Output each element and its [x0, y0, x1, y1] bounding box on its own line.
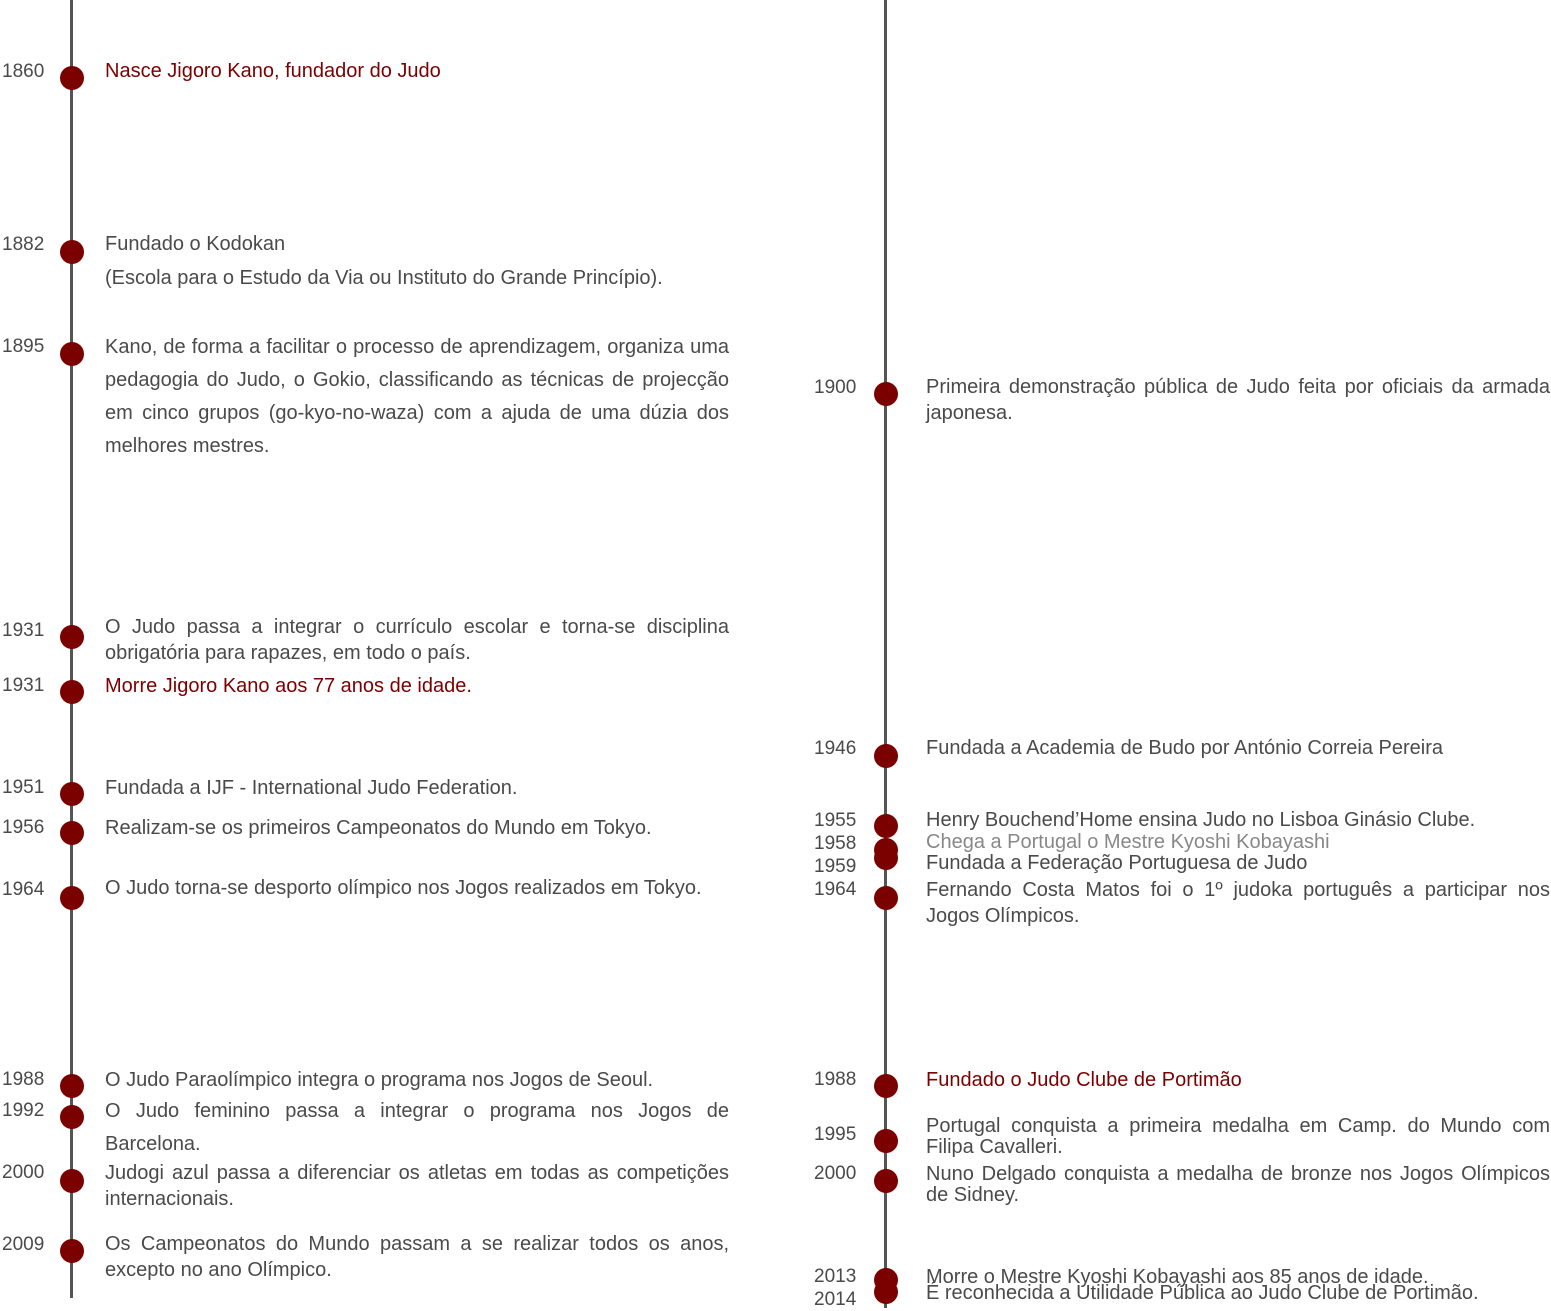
- event-marker-dot: [60, 886, 84, 910]
- event-marker-dot: [60, 342, 84, 366]
- event-year: 1964: [814, 879, 857, 900]
- event-marker-dot: [60, 1239, 84, 1263]
- event-marker-dot: [60, 821, 84, 845]
- timeline-axis-portugal: [884, 0, 887, 1308]
- event-text: Nasce Jigoro Kano, fundador do Judo: [105, 60, 441, 82]
- event-year: 1988: [2, 1069, 45, 1090]
- event-text: [105, 227, 729, 295]
- event-text: O Judo Paraolímpico integra o programa nos Jogos de Seoul.: [105, 1069, 654, 1091]
- event-year: 1900: [814, 377, 857, 398]
- event-year: 1958: [814, 833, 857, 854]
- event-year: 1882: [2, 234, 45, 255]
- event-text: Fundado o Judo Clube de Portimão: [926, 1069, 1242, 1091]
- event-year: 1964: [2, 879, 45, 900]
- event-marker-dot: [60, 1105, 84, 1129]
- event-marker-dot: [874, 1169, 898, 1193]
- event-text: Fernando Costa Matos foi o 1º judoka português a participar nos Jogos Olímpicos.: [926, 879, 1550, 927]
- event-text: Fundada a Academia de Budo por António Correia Pereira: [926, 737, 1444, 759]
- event-text: Morre o Mestre Kyoshi Kobayashi aos 85 anos de idade.: [926, 1266, 1429, 1288]
- event-marker-dot: [60, 680, 84, 704]
- event-text: O Judo feminino passa a integrar o programa nos Jogos de Barcelona.: [105, 1100, 729, 1155]
- event-marker-dot: [874, 1074, 898, 1098]
- event-marker-dot: [60, 1169, 84, 1193]
- event-year: 1956: [2, 817, 45, 838]
- event-marker-dot: [60, 240, 84, 264]
- event-text: Fundada a Federação Portuguesa de Judo: [926, 852, 1308, 874]
- event-marker-dot: [874, 1129, 898, 1153]
- event-text: Judogi azul passa a diferenciar os atletas em todas as competições internacionais.: [105, 1162, 729, 1210]
- event-text: Os Campeonatos do Mundo passam a se realizar todos os anos, excepto no ano Olímpico.: [105, 1233, 729, 1281]
- event-year: 2000: [2, 1162, 45, 1183]
- event-text: Fundada a IJF - International Judo Federation.: [105, 777, 518, 799]
- event-year: 2013: [814, 1266, 857, 1287]
- event-text: Primeira demonstração pública de Judo feita por oficiais da armada japonesa.: [926, 376, 1550, 424]
- event-text: Nuno Delgado conquista a medalha de bronze nos Jogos Olímpicos de Sidney.: [926, 1163, 1550, 1206]
- event-year: 1860: [2, 61, 45, 82]
- event-year: 2000: [814, 1163, 857, 1184]
- event-text: O Judo passa a integrar o currículo escolar e torna-se disciplina obrigatória para rapazes, em todo o país.: [105, 616, 729, 664]
- event-text-line: Fundado o Kodokan: [105, 233, 286, 255]
- event-year: 2009: [2, 1234, 45, 1255]
- event-year: 1931: [2, 620, 45, 641]
- event-text: Henry Bouchend’Home ensina Judo no Lisboa Ginásio Clube.: [926, 809, 1476, 831]
- event-text-line: (Escola para o Estudo da Via ou Instituto do Grande Princípio).: [105, 267, 663, 289]
- event-text: O Judo torna-se desporto olímpico nos Jogos realizados em Tokyo.: [105, 877, 702, 899]
- event-marker-dot: [874, 814, 898, 838]
- event-year: 2014: [814, 1289, 857, 1310]
- event-year: 1988: [814, 1069, 857, 1090]
- event-marker-dot: [60, 66, 84, 90]
- event-marker-dot: [60, 625, 84, 649]
- event-marker-dot: [874, 382, 898, 406]
- event-year: 1951: [2, 777, 45, 798]
- event-year: 1955: [814, 810, 857, 831]
- event-marker-dot: [874, 744, 898, 768]
- event-text: Realizam-se os primeiros Campeonatos do Mundo em Tokyo.: [105, 817, 652, 839]
- event-marker-dot: [874, 1280, 898, 1304]
- event-marker-dot: [60, 782, 84, 806]
- event-text: É reconhecida a Utilidade Pública ao Judo Clube de Portimão.: [926, 1282, 1479, 1304]
- event-year: 1946: [814, 738, 857, 759]
- event-marker-dot: [874, 846, 898, 870]
- event-year: 1895: [2, 336, 45, 357]
- event-year: 1959: [814, 856, 857, 877]
- event-year: 1992: [2, 1100, 45, 1121]
- event-marker-dot: [60, 1074, 84, 1098]
- event-text: Kano, de forma a facilitar o processo de aprendizagem, organiza uma pedagogia do Judo, o Gokio, classificando as técnicas de projecção em cinco grupos (go-kyo-no-waza) com a ajuda de uma dúzia dos melhores mestres.: [105, 336, 729, 457]
- event-year: 1995: [814, 1124, 857, 1145]
- event-text: Morre Jigoro Kano aos 77 anos de idade.: [105, 675, 472, 697]
- event-text: Portugal conquista a primeira medalha em Camp. do Mundo com Filipa Cavalleri.: [926, 1115, 1550, 1158]
- event-marker-dot: [874, 886, 898, 910]
- event-year: 1931: [2, 675, 45, 696]
- event-text: Chega a Portugal o Mestre Kyoshi Kobayashi: [926, 831, 1330, 853]
- timeline-axis-world: [70, 0, 73, 1298]
